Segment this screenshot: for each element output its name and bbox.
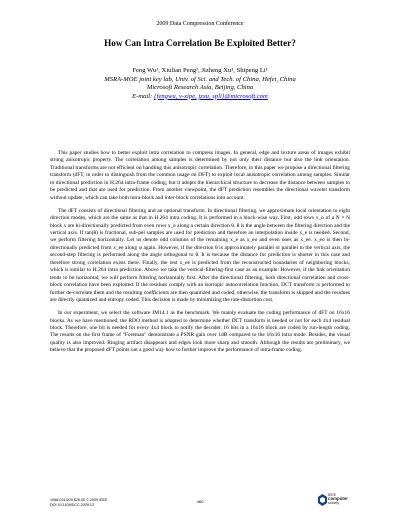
affiliation-1: MSRA-MOE joint key lab, Univ. of Sci. and Tech. of China, Hefei, China [104,75,296,83]
author-names: Feng Wu¹, Xiulian Peng¹, Jizheng Xu¹, Shipeng Li¹ [132,67,268,74]
logo-mark-icon [318,494,327,506]
email-line [0,93,400,102]
email-link[interactable]: {fengwu, v-xipe, jzxu, spli}@microsoft.com [153,92,268,100]
footer-copyright: 1068-0314/09 $25.00 © 2009 IEEE [50,498,108,502]
logo-tail-text: society [328,501,340,505]
body-paragraph-3: In our experiment, we select the software JM14.1 as the benchmark. We mainly evaluate the coding performance of dFT on 16x16 blocks. As we have mentioned, the RDO method is adopted to determine whether DCT transform is needed or not for each 4x4 residual block. Therefore, one bit is needed for every 4x4 block to notify the decoder. 16 bits in a 16x16 block are coded by run-length coding. The results on the first frame of "Foreman" demonstrate a PSNR gain over 1dB compared to the 16x16 intra mode. Besides, the visual quality is also improved. Ringing artifact disappears and edges look more sharp and smooth. Although the results are preliminary, we believe that the proposed dFT points out a good way how to further improve the performance of intra-frame coding. [50,310,350,354]
ieee-computer-society-logo [318,493,356,509]
body-paragraph-1: This paper studies how to better exploit intra correlation to compress images. In general, edge and texture areas of images exhibit strong anisotropic property. The correlation among samples is determined by not only their distance but also the link orientation. Traditional transforms are not efficient on handling this anisotropic correlation. Therefore, in this paper we propose a directional filtering transform (dFT, in order to distinguish from the common usage on DFT) to exploit local anisotropic correlation among samples. Similar to directional prediction in H.264 intra-frame coding, but it adopts the hierarchical structure to decrease the distance between samples to be predicted and that are used for prediction. From another viewpoint, the dFT prediction resembles the directional wavelet transform without update, which can take both intra-block and inter-block correlations into account. [50,150,350,201]
body-paragraph-2: The dFT consists of directional filtering and an optional transform. In directional filtering, we approximate local orientation to eight direction modes, which are the same as that in H.264 intra coding. It is performed in a block-wise way. First, odd rows x_o of a N × N block x are bi-directionally predicted from even rows x_e along a certain direction θ. θ is the angle between the filtering direction and the vertical axis. If tan(θ) is fractional, sub-pel samples are used for prediction and therefore an interpolation inside x_e is needed. Second, we perform filtering horizontally. Let us denote odd columns of the remaining x_e as x_eo and even ones as x_ee. x_eo is then bi-directionally predicted from x_ee along φ again. However, if the direction θ is approximately parallel or parallel to the vertical axis, the second-step filtering is performed along the angle orthogonal to θ. It is because the distance for prediction is shorter in this case and therefore strong correlation exists there. Finally, the rest x_ee is predicted from the reconstructed boundaries of neighboring blocks, which is similar to H.264 intra prediction. Above we take the vertical-filtering-first case as an example. However, if the link orientation tends to be horizontal, we will perform filtering horizontally first. After the directional filtering, both directional correlation and cross-block correlation have been exploited. If the residues comply with an isotropic autocorrelation function, DCT transform is performed to further de-correlate them and the resulting coefficients are then quantized and coded, otherwise, the transform is skipped and the residues are directly quantized and entropy coded. This decision is made by minimizing the rate-distortion cost. [50,207,350,304]
logo-text [328,493,348,505]
paper-body [50,150,350,360]
author-block [0,67,400,101]
logo-small-text: IEEE [328,493,337,497]
logo-big-text: computer [328,496,349,501]
paper-title: How Can Intra Correlation Be Exploited Better? [104,38,296,48]
conference-header: 2009 Data Compression Conference [156,21,244,27]
footer-doi: DOI 10.1109/DCC.2009.13 [50,503,95,507]
email-label: E-mail: [132,92,154,100]
page-number: 460 [196,499,204,504]
affiliation-2: Microsoft Research Asia, Beijing, China [146,84,254,92]
